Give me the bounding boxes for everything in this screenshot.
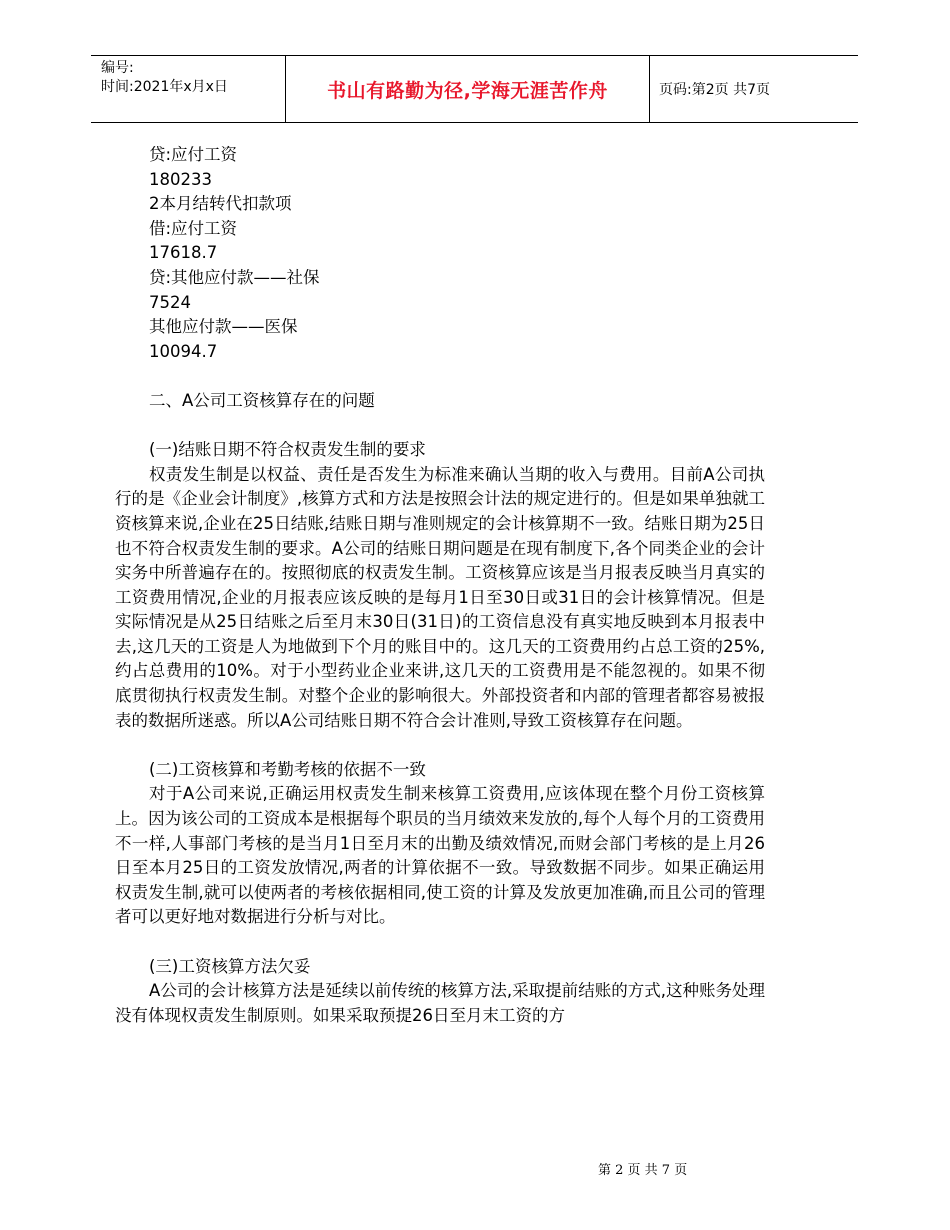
header-divider (649, 56, 650, 122)
number-label: 编号: (101, 60, 134, 76)
entry-line: 贷:应付工资 (149, 145, 238, 164)
header-motto: 书山有路勤为径,学海无涯苦作舟 (327, 79, 608, 102)
subsection-paragraph: A公司的会计核算方法是延续以前传统的核算方法,采取提前结账的方式,这种账务处理没有体现权责发生制原则。如果采取预提26日至月末工资的方 (115, 981, 765, 1025)
entry-line: 180233 (149, 169, 212, 189)
entry-line: 17618.7 (149, 243, 218, 263)
header-page-label: 页码:第2页 共7页 (659, 82, 770, 98)
subsection-paragraph: 权责发生制是以权益、责任是否发生为标准来确认当期的收入与费用。目前A公司执行的是《企业会计制度》,核算方式和方法是按照会计法的规定进行的。但是如果单独就工资核算来说,企业在25日结账,结账日期与准则规定的会计核算期不一致。结账日期为25日也不符合权责发生制的要求。A公司的结账日期问题是在现有制度下,各个同类企业的会计实务中所普遍存在的。按照彻底的权责发生制。工资核算应该是当月报表反映当月真实的工资费用情况,企业的月报表应该反映的是每月1日至30日或31日的会计核算情况。但是实际情况是从25日结账之后至月末30日(31日)的工资信息没有真实地反映到本月报表中去,这几天的工资是人为地做到下个月的账目中的。这几天的工资费用约占总工资的25%,约占总费用的10%。对于小型药业企业来讲,这几天的工资费用是不能忽视的。如果不彻底贯彻执行权责发生制。对整个企业的影响很大。外部投资者和内部的管理者都容易被报表的数据所迷惑。所以A公司结账日期不符合会计准则,导致工资核算存在问题。 (115, 464, 765, 730)
entry-line: 借:应付工资 (149, 218, 238, 238)
subsection-heading: (二)工资核算和考勤考核的依据不一致 (149, 759, 426, 779)
entry-line: 2本月结转代扣款项 (149, 194, 292, 214)
entry-line: 10094.7 (149, 341, 218, 361)
subsection-heading: (三)工资核算方法欠妥 (149, 956, 311, 976)
subsection-paragraph: 对于A公司来说,正确运用权责发生制来核算工资费用,应该体现在整个月份工资核算上。因为该公司的工资成本是根据每个职员的当月绩效来发放的,每个人每个月的工资费用不一样,人事部门考核的是当月1日至月末的出勤及绩效情况,而财会部门考核的是上月26日至本月25日的工资发放情况,两者的计算依据不一致。导致数据不同步。如果正确运用权责发生制,就可以使两者的考核依据相同,使工资的计算及发放更加准确,而且公司的管理者可以更好地对数据进行分析与对比。 (115, 784, 765, 927)
entry-line: 其他应付款——医保 (149, 317, 298, 337)
page-footer: 第 2 页 共 7 页 (598, 1163, 688, 1178)
section-title: 二、A公司工资核算存在的问题 (149, 390, 375, 410)
subsection-heading: (一)结账日期不符合权责发生制的要求 (149, 440, 426, 460)
header-meta (101, 59, 228, 97)
document-body (115, 143, 765, 1028)
entry-line: 贷:其他应付款——社保 (149, 267, 320, 287)
entry-line: 7524 (149, 292, 191, 312)
time-label: 时间:2021年x月x日 (101, 79, 228, 95)
page-header (91, 55, 858, 123)
